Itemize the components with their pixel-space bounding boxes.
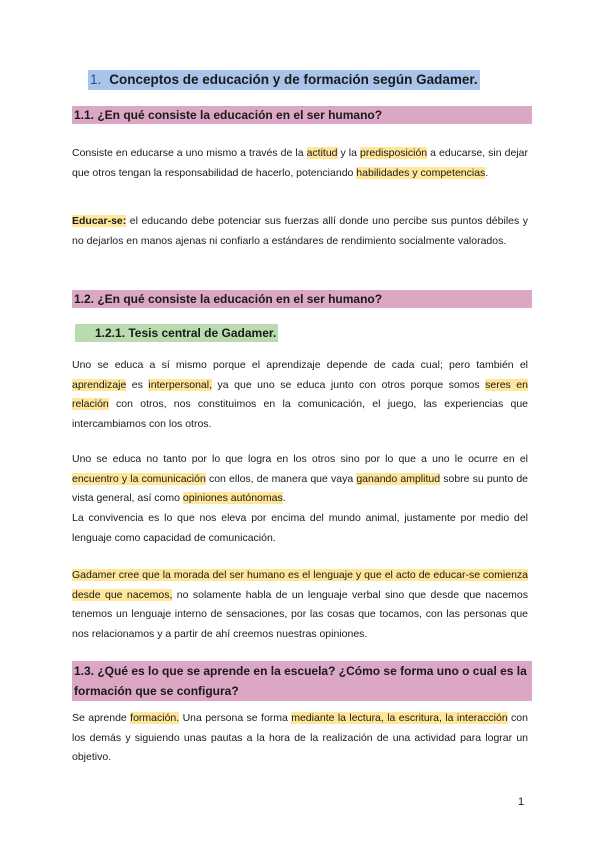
highlight: aprendizaje [72,378,127,391]
highlight: Gadamer cree que la morada del ser humano es el lenguaje y que el acto de educar-se comienza desde que nacemos, [72,569,528,601]
page-number: 1 [518,796,525,808]
paragraph-1-2-b: Uno se educa no tanto por lo que logra en los otros sino por lo que a uno le ocurre en el encuentro y la comunicación con ellos, de manera que vaya ganando amplitud sobre su punto de vista general, así como opiniones autónomas. [72,453,529,505]
term-highlight: Educar-se: [72,215,127,227]
highlight: seres en relación [72,378,528,411]
highlight: interpersonal, [148,378,213,391]
paragraph-1-2-a: Uno se educa a sí mismo porque el aprendizaje depende de cada cual; pero también el aprendizaje es interpersonal, ya que uno se educa junto con otros porque somos seres en relación con otros, nos constituimos en la comunicación, el juego, las experiencias que intercambiamos con los otros. [72,359,528,430]
highlight: ganando amplitud [356,472,441,485]
highlight: encuentro y la comunicación [72,472,206,485]
highlight: habilidades y competencias [356,166,486,179]
paragraph-1-2-d: Gadamer cree que la morada del ser humano es el lenguaje y que el acto de educar-se comienza desde que nacemos, no solamente habla de un lenguaje verbal sino que desde que nacemos tenemos un lenguaje interno de sensaciones, por las cosas que tocamos, con las personas que nos relacionamos y a partir de ahí creemos nuestras opiniones. [72,569,529,640]
paragraph-1-2-c: La convivencia es lo que nos eleva por encima del mundo animal, justamente por medio del lenguaje como capacidad de comunicación. [72,512,528,544]
chapter-number: 1. [90,72,102,87]
paragraph-1-3-a: Se aprende formación. Una persona se forma mediante la lectura, la escritura, la interacción con los demás y siguiendo unas pautas a la hora de la realización de una actividad para lograr un objetivo. [72,712,528,764]
chapter-heading [88,70,480,90]
chapter-title: Conceptos de educación y de formación según Gadamer. [109,72,478,87]
highlight: opiniones autónomas [182,492,283,505]
highlight: predisposición [360,147,428,159]
section-heading-1-3: 1.3. ¿Qué es lo que se aprende en la escuela? ¿Cómo se forma uno o cual es la formación que se configura? [72,661,532,701]
paragraph-1-1-a: Consiste en educarse a uno mismo a través de la actitud y la predisposición a educarse, sin dejar que otros tengan la responsabilidad de hacerlo, potenciando habilidades y competencias. [72,147,528,179]
paragraph-1-1-b: Educar-se: el educando debe potenciar sus fuerzas allí donde uno percibe sus puntos débiles y no dejarlos en manos ajenas ni confiarlo a estándares de rendimiento socialmente valorados. [72,215,528,247]
highlight: mediante la lectura, la escritura, la interacción [291,712,508,724]
highlight: formación. [130,712,180,724]
section-heading-1-2: 1.2. ¿En qué consiste la educación en el ser humano? [72,290,532,308]
section-heading-1-1: 1.1. ¿En qué consiste la educación en el ser humano? [72,106,532,124]
subsection-heading-1-2-1: 1.2.1. Tesis central de Gadamer. [75,324,278,342]
highlight: actitud [306,147,338,159]
